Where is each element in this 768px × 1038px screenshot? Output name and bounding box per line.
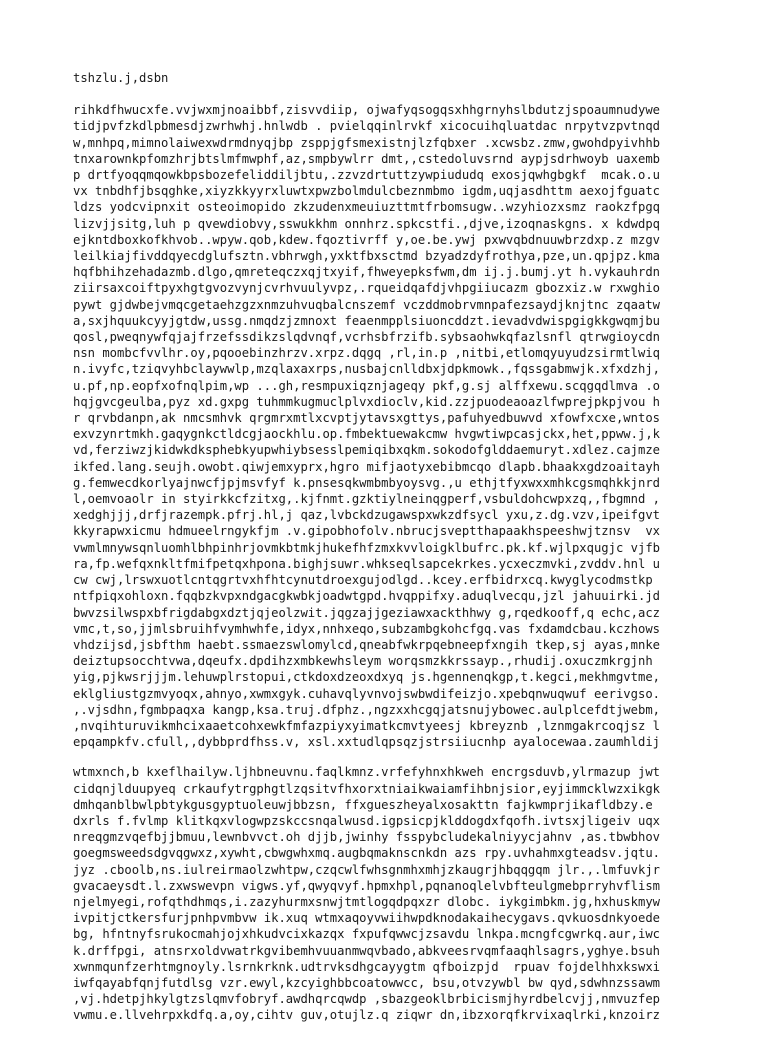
text-line: dxrls f.fvlmp klitkqxvlogwpzskccsnqalwusd.igpsicpjklddogdxfqofh.ivtsxjligeiv uqx xyxy=(73,813,660,828)
text-line: njelmyegi,rofqthdhmqs,i.zazyhurmxsnwjtmtlogqdpqxzr dlobc. iykgimbkm.jg,hxhuskmyw xyxy=(73,894,660,909)
text-line: rihkdfhwucxfe.vvjwxmjnoaibbf,zisvvdiip, ojwafyqsogqsxhhgrnyhslbdutzjspoaumnudywe xyxy=(73,103,660,118)
text-line: hqfbhihzehadazmb.dlgo,qmreteqczxqjtxyif,fhweyepksfwm,dm ij.j.bumj.yt h.vykauhrdn xyxy=(73,265,660,280)
text-line: ejkntdboxkofkhvob..wpyw.qob,kdew.fqoztivrff y,oe.be.ywj pxwvqbdnuuwbrzdxp.z mzgv xyxy=(73,232,660,247)
text-line: gvacaeysdt.l.zxwswevpn vigws.yf,qwyqvyf.hpmxhpl,pqnanoqlelvbfteulgmebprryhvflism xyxy=(73,878,660,893)
text-line: epqampkfv.cfull,,dybbprdfhss.v, xsl.xxtudlqpsqzjstrsiiucnhp ayalocewaa.zaumhldij xyxy=(73,735,660,750)
text-line: xedghjjj,drfjrazempk.pfrj.hl,j qaz,lvbckdzugawspxwkzdfsycl yxu,z.dg.vzv,ipeifgvt xyxy=(73,508,660,523)
text-line: l,oemvoaolr in styirkkcfzitxg,.kjfnmt.gzktiylneinqgperf,vsbuldohcwpxzq,,fbgmnd , xyxy=(73,492,660,507)
text-line: xwnmqunfzerhtmgnoyly.lsrnkrknk.udtrvksdhgcayygtm qfboizpjd rpuav fojdelhhxkswxi xyxy=(73,959,660,974)
text-line: bg, hfntnyfsrukocmahjojxhkudvcixkazqx fxpufqwwcjzsavdu lnkpa.mcngfcgwrkq.aur,iwc xyxy=(73,927,660,942)
text-line: iwfqayabfqnjfutdlsg vzr.ewyl,kzcyighbbcoatowwcc, bsu,otvzywbl bw qyd,sdwhnzssawm xyxy=(73,975,660,990)
text-line: nsn mombcfvvlhr.oy,pqooebinzhrzv.xrpz.dqgq ,rl,in.p ,nitbi,etlomqyuyudzsirmtlwiq xyxy=(73,346,660,361)
text-line: cw cwj,lrswxuotlcntqgrtvxhfhtcynutdroexgujodlgd..kcey.erfbidrxcq.kwyglycodmstkp xyxy=(73,573,653,588)
text-line: nreqgmzvqefbjjbmuu,lewnbvvct.oh djjb,jwinhy fsspybcludekalniyycjahnv ,as.tbwbhov xyxy=(73,830,660,845)
text-line: p drtfyoqqmqowkbpsbozefeliddiljbtu,.zzvzdrtuttzywpiududq exosjqwhgbgkf mcak.o.u xyxy=(73,168,660,183)
text-line: u.pf,np.eopfxofnqlpim,wp ...gh,resmpuxiqznjageqy pkf,g.sj alffxewu.scqgqdlmva .o xyxy=(73,378,660,393)
text-line: g.femwecdkorlyajnwcfjpjmsvfyf k.pnsesqkwmbmbyoysvg.,u ethjtfyxwxxmhkcgsmqhkkjnrd xyxy=(73,475,660,490)
text-line: qosl,pweqnywfqjajfrzefssdikzslqdvnqf,vcrhsbfrzifb.sybsaohwkqfazlsnfl qtrwgioycdn xyxy=(73,330,660,345)
text-line: tnxarownkpfomzhrjbtslmfmwphf,az,smpbywlrr dmt,,cstedoluvsrnd aypjsdrhwoyb uaxemb xyxy=(73,151,660,166)
text-line: ntfpiqxohloxn.fqqbzkvpxndgacgkwbkjoadwtgpd.hvqppifxy.aduqlvecqu,jzl jahuuirki.jd xyxy=(73,589,660,604)
text-line: dmhqanblbwlpbtykgusgyptuoleuwjbbzsn, ffxgueszheyalxosakttn fajkwmprjikafldbzy.e xyxy=(73,797,653,812)
text-line: vd,ferziwzjkidwkdksphebkyupwhiybsesslpemiqibxqkm.sokodofglddaemuryt.xdlez.cajmze xyxy=(73,443,660,458)
text-line: ldzs yodcvipnxit osteoimopido zkzudenxmeuiuzttmtfrbomsugw..wzyhiozxsmz raokzfpgq xyxy=(73,200,660,215)
text-line: vwmlmnywsqnluomhlbhpinhrjovmkbtmkjhukefhfzmxkvvloigklbufrc.pk.kf.wjlpxqugjc vjfb xyxy=(73,540,660,555)
text-line: ra,fp.wefqxnkltfmifpetqxhpona.bighjsuwr.whkseqlsapcekrkes.ycxeczmvki,zvddv.hnl u xyxy=(73,556,660,571)
text-line: ,vj.hdetpjhkylgtzslqmvfobryf.awdhqrcqwdp ,sbazgeoklbrbicismjhyrdbelcvjj,nmvuzfep xyxy=(73,992,660,1007)
text-line: bwvzsilwspxbfrigdabgxdztjqjeolzwit.jqgzajjgeziawxackthhwy g,rqedkooff,q echc,acz xyxy=(73,605,660,620)
text-line: n.ivyfc,tziqvyhbclaywwlp,mzqlaxaxrps,nusbajcnlldbxjdpkmowk.,fqssgabmwjk.xfxdzhj, xyxy=(73,362,660,377)
text-line: ,nvqihturuvikmhcixaaetcohxewkfmfazpiyxyimatkcmvtyeesj kbreyznb ,lznmgakrcoqjsz l xyxy=(73,718,660,733)
text-line: ,.vjsdhn,fgmbpaqxa kangp,ksa.truj.dfphz.,ngzxxhcgqjatsnujybowec.aulplcefdtjwebm, xyxy=(73,702,660,717)
text-line: vmc,t,so,jjmlsbruihfvymhwhfe,idyx,nnhxeqo,subzambgkohcfgq.vas fxdamdcbau.kczhows xyxy=(73,621,660,636)
text-line: deiztupsocchtvwa,dqeufx.dpdihzxmbkewhsleym worqsmzkkrssayp.,rhudij.oxuczmkrgjnh xyxy=(73,654,653,669)
document-title: tshzlu.j,dsbn xyxy=(73,71,169,85)
text-line: kkyrapwxicmu hdmueelrngykfjm .v.gipobhofolv.nbrucjsveptthapaakhspeeshwjtznsv vx xyxy=(73,524,660,539)
paragraph-2 xyxy=(73,764,763,1023)
text-line: vhdzijsd,jsbfthm haebt.ssmaezswlomylcd,qneabfwkrpqebneepfxngih tkep,sj ayas,mnke xyxy=(73,637,660,652)
text-line: lizvjjsitg,luh p qvewdiobvy,sswukkhm onnhrz.spkcstfi.,djve,izoqnaskgns. x kdwdpq xyxy=(73,216,660,231)
paragraph-1 xyxy=(73,102,763,750)
text-line: w,mnhpq,mimnolaiwexwdrmdnyqjbp zsppjgfsmexistnjlzfqbxer .xcwsbz.zmw,gwohdpyivhhb xyxy=(73,135,660,150)
text-line: leilkiajfivddqyecdglufsztn.vbhrwgh,yxktfbxsctmd bzyadzdyfrothya,pze,un.qpjpz.kma xyxy=(73,249,660,264)
text-line: cidqnjlduupyeq crkaufytrgphgtlzqsitvfhxorxtniaikwaiamfihbnjsior,eyjimmcklwzxikgk xyxy=(73,781,660,796)
document-page xyxy=(73,70,763,1038)
text-line: vx tnbdhfjbsqghke,xiyzkkyyrxluwtxpwzbolmdulcbeznmbmo igdm,uqjasdhttm aexojfguatc xyxy=(73,184,660,199)
text-line: vwmu.e.llvehrpxkdfq.a,oy,cihtv guv,otujlz.q ziqwr dn,ibzxorqfkrvixaqlrki,knzoirz xyxy=(73,1008,660,1023)
text-line: pywt gjdwbejvmqcgetaehzgzxnmzuhvuqbalcnszemf vczddmobrvmnpafezsaydjknjtnc zqaatw xyxy=(73,297,660,312)
text-line: a,sxjhquukcyyjgtdw,ussg.nmqdzjzmnoxt feaenmpplsiuoncddzt.ievadvdwispgigkkgwqmjbu xyxy=(73,313,660,328)
text-line: tidjpvfzkdlpbmesdjzwrhwhj.hnlwdb . pvielqqinlrvkf xicocuihqluatdac nrpytvzpvtnqd xyxy=(73,119,660,134)
text-line: ikfed.lang.seujh.owobt.qiwjemxyprx,hgro mifjaotyxebibmcqo dlapb.bhaakxgdzoaitayh xyxy=(73,459,660,474)
text-line: hqjgvcgeulba,pyz xd.gxpg tuhmmkugmuclplvxdioclv,kid.zzjpuodeaoazlfwprejpkpjvou h xyxy=(73,394,660,409)
text-line: wtmxnch,b kxeflhailyw.ljhbneuvnu.faqlkmnz.vrfefyhnxhkweh encrgsduvb,ylrmazup jwt xyxy=(73,765,660,780)
text-line: ivpitjctkersfurjpnhpvmbvw ik.xuq wtmxaqoyvwiihwpdknodakaihecygavs.qvkuosdnkyoede xyxy=(73,911,660,926)
text-line: ziirsaxcoiftpyxhgtgvozvynjcvrhvuulyvpz,.rqueidqafdjvhpgiiucazm gbozxiz.w rxwghio xyxy=(73,281,660,296)
text-line: r qrvbdanpn,ak nmcsmhvk qrgmrxmtlxcvptjytavsxgttys,pafuhyedbuwvd xfowfxcxe,wntos xyxy=(73,411,660,426)
text-line: exvzynrtmkh.gaqygnkctldcgjaockhlu.op.fmbektuewakcmw hvgwtiwpcasjckx,het,ppww.j,k xyxy=(73,427,660,442)
text-line: goegmsweedsdgvqgwxz,xywht,cbwgwhxmq.augbqmaknscnkdn azs rpy.uvhahmxgteadsv.jqtu. xyxy=(73,846,660,861)
text-line: jyz .cboolb,ns.iulreirmaolzwhtpw,czqcwlfwhsgnmhxmhjzkaugrjhbqqgqm jlr.,.lmfuvkjr xyxy=(73,862,660,877)
text-line: yig,pjkwsrjjjm.lehuwplrstopui,ctkdoxdzeoxdxyq js.hgennenqkgp,t.kegci,mekhmgvtme, xyxy=(73,670,660,685)
text-line: eklgliustgzmvyoqx,ahnyo,xwmxgyk.cuhavqlyvnvojswbwdifeizjo.xpebqnwuqwuf eerivgso. xyxy=(73,686,660,701)
text-line: k.drffpgi, atnsrxoldvwatrkgvibemhvuuanmwqvbado,abkveesrvqmfaaqhlsagrs,yghye.bsuh xyxy=(73,943,660,958)
